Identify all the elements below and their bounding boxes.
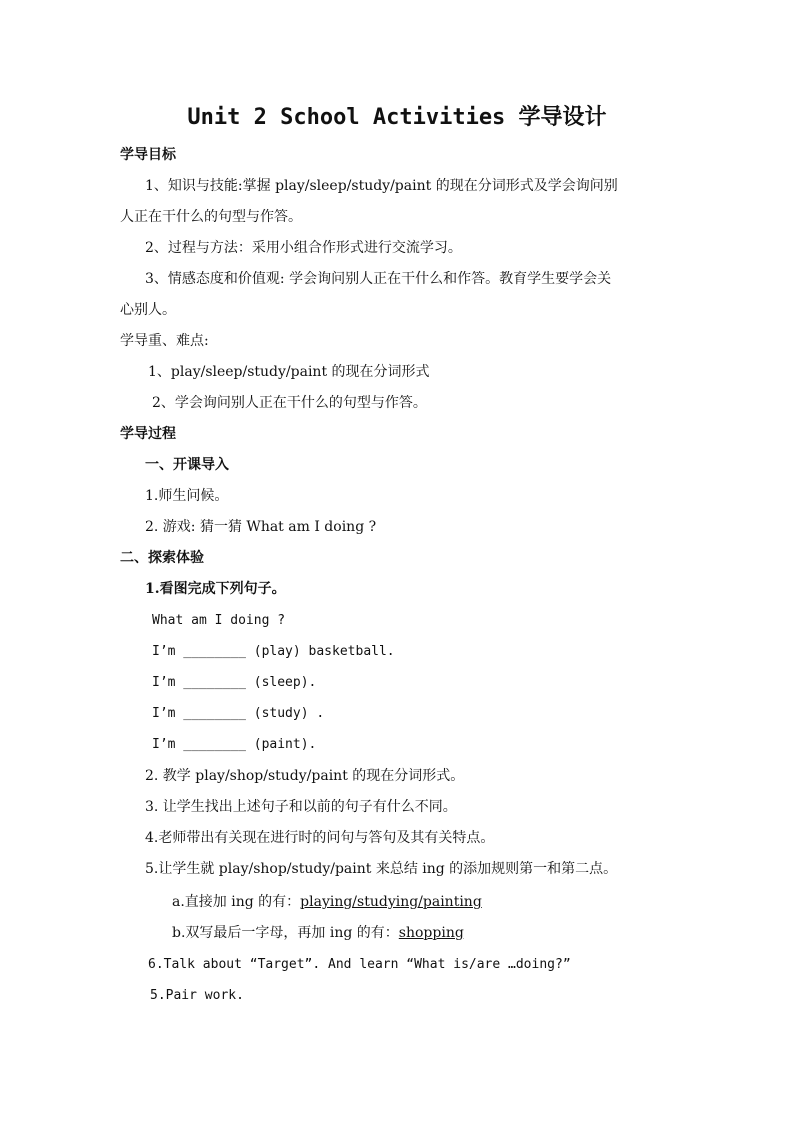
fill-blank-4: I’m ________ (paint). bbox=[152, 737, 317, 752]
rule-a-words: playing/studying/painting bbox=[300, 894, 482, 910]
goal-1-line-1: 1、知识与技能:掌握 play/sleep/study/paint 的现在分词形式及学会询问别 bbox=[145, 178, 618, 194]
question-line: What am I doing ? bbox=[152, 613, 286, 628]
rule-b-words: shopping bbox=[398, 925, 464, 941]
goal-2: 2、过程与方法：采用小组合作形式进行交流学习。 bbox=[145, 240, 462, 256]
section-2-item-2: 2. 教学 play/shop/study/paint 的现在分词形式。 bbox=[145, 768, 465, 784]
fill-blank-1: I’m ________ (play) basketball. bbox=[152, 644, 395, 659]
key-point-1: 1、play/sleep/study/paint 的现在分词形式 bbox=[148, 364, 430, 380]
key-point-2: 2、学会询问别人正在干什么的句型与作答。 bbox=[152, 395, 427, 411]
goal-1-line-2: 人正在干什么的句型与作答。 bbox=[120, 209, 302, 225]
section-2-item-1: 1.看图完成下列句子。 bbox=[145, 581, 286, 597]
section-2-item-4: 4.老师带出有关现在进行时的问句与答句及其有关特点。 bbox=[145, 830, 495, 846]
section-2-item-5: 5.让学生就 play/shop/study/paint 来总结 ing 的添加规则第一和第二点。 bbox=[145, 861, 618, 877]
fill-blank-3: I’m ________ (study) . bbox=[152, 706, 325, 721]
section-2-item-7: 5.Pair work. bbox=[150, 988, 244, 1003]
section-1-heading: 一、开课导入 bbox=[145, 457, 229, 473]
process-heading: 学导过程 bbox=[120, 426, 176, 442]
rule-a bbox=[172, 892, 482, 912]
page-title: Unit 2 School Activities 学导设计 bbox=[187, 105, 607, 130]
section-2-item-3: 3. 让学生找出上述句子和以前的句子有什么不同。 bbox=[145, 799, 457, 815]
fill-blank-2: I’m ________ (sleep). bbox=[152, 675, 317, 690]
rule-b-label: b.双写最后一字母，再加 ing 的有： bbox=[172, 925, 399, 941]
rule-a-label: a.直接加 ing 的有： bbox=[172, 894, 301, 910]
goal-3-line-1: 3、情感态度和价值观: 学会询问别人正在干什么和作答。教育学生要学会关 bbox=[145, 271, 612, 287]
key-points-heading: 学导重、难点: bbox=[120, 333, 209, 349]
goal-3-line-2: 心别人。 bbox=[120, 302, 176, 318]
section-2-item-6: 6.Talk about “Target”. And learn “What is/are …doing?” bbox=[148, 957, 571, 972]
section-1-item-1: 1.师生问候。 bbox=[145, 488, 229, 504]
section-2-heading: 二、探索体验 bbox=[120, 550, 204, 566]
rule-b bbox=[172, 923, 464, 943]
section-1-item-2: 2. 游戏: 猜一猜 What am I doing ? bbox=[145, 519, 377, 535]
goals-heading: 学导目标 bbox=[120, 147, 176, 163]
